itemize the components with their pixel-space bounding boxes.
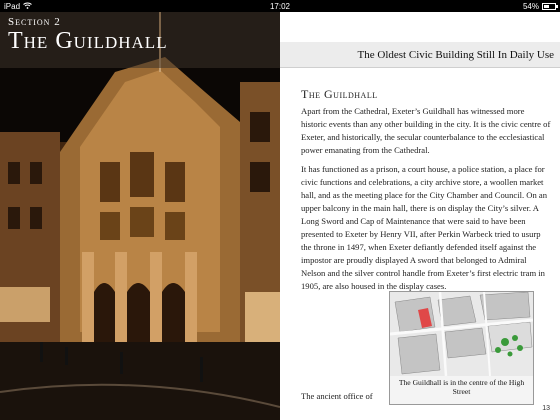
page-header-bar — [280, 42, 560, 68]
status-bar — [0, 0, 560, 12]
guildhall-photo — [0, 12, 280, 420]
status-right — [523, 2, 556, 11]
section-label: Section 2 — [8, 16, 61, 28]
paragraph: It has functioned as a prison, a court house, a police station, a place for civic functions and celebrations, a city archive store, a woollen market hall, and as the meeting place for the City Chamber and Council. On an upper balcony in the main hall, there is on display the City’s silver. A Long Sword and Cap of Maintenance that were said to have been presented to Exeter by Henry VII, after Perkin Warbeck tried to usurp the throne in 1497, when Exeter defiantly defended itself against the impostor are proudly displayed A sword that belonged to Admiral Nelson and the silver control handle from Exeter’s first electric tram in 1905, are also housed in the display cases. — [301, 164, 548, 291]
street-map — [390, 292, 533, 376]
section-header — [0, 12, 280, 68]
paragraph: Apart from the Cathedral, Exeter’s Guildhall has witnessed more historic events than any other building in the city. It is the civic centre of Exeter, and historically, the secular counterbalance to the ecclesiastical power emanating from the Cathedral. — [301, 106, 551, 155]
wifi-icon — [23, 2, 32, 11]
status-time: 17:02 — [269, 1, 291, 11]
page-number: 13 — [542, 405, 550, 412]
text-page — [280, 12, 560, 420]
map-caption: The Guildhall is in the centre of the High Street — [398, 378, 525, 396]
article — [301, 88, 551, 299]
paragraph: The ancient office of — [301, 391, 373, 401]
battery-icon — [542, 3, 556, 10]
status-left — [4, 2, 32, 11]
battery-percent: 54% — [522, 1, 539, 11]
map-figure[interactable] — [389, 291, 534, 405]
section-title: The Guildhall — [8, 28, 168, 54]
article-heading: The Guildhall — [301, 87, 378, 101]
page-header-title: The Oldest Civic Building Still In Daily Use — [357, 48, 554, 61]
device-label: iPad — [4, 1, 21, 11]
